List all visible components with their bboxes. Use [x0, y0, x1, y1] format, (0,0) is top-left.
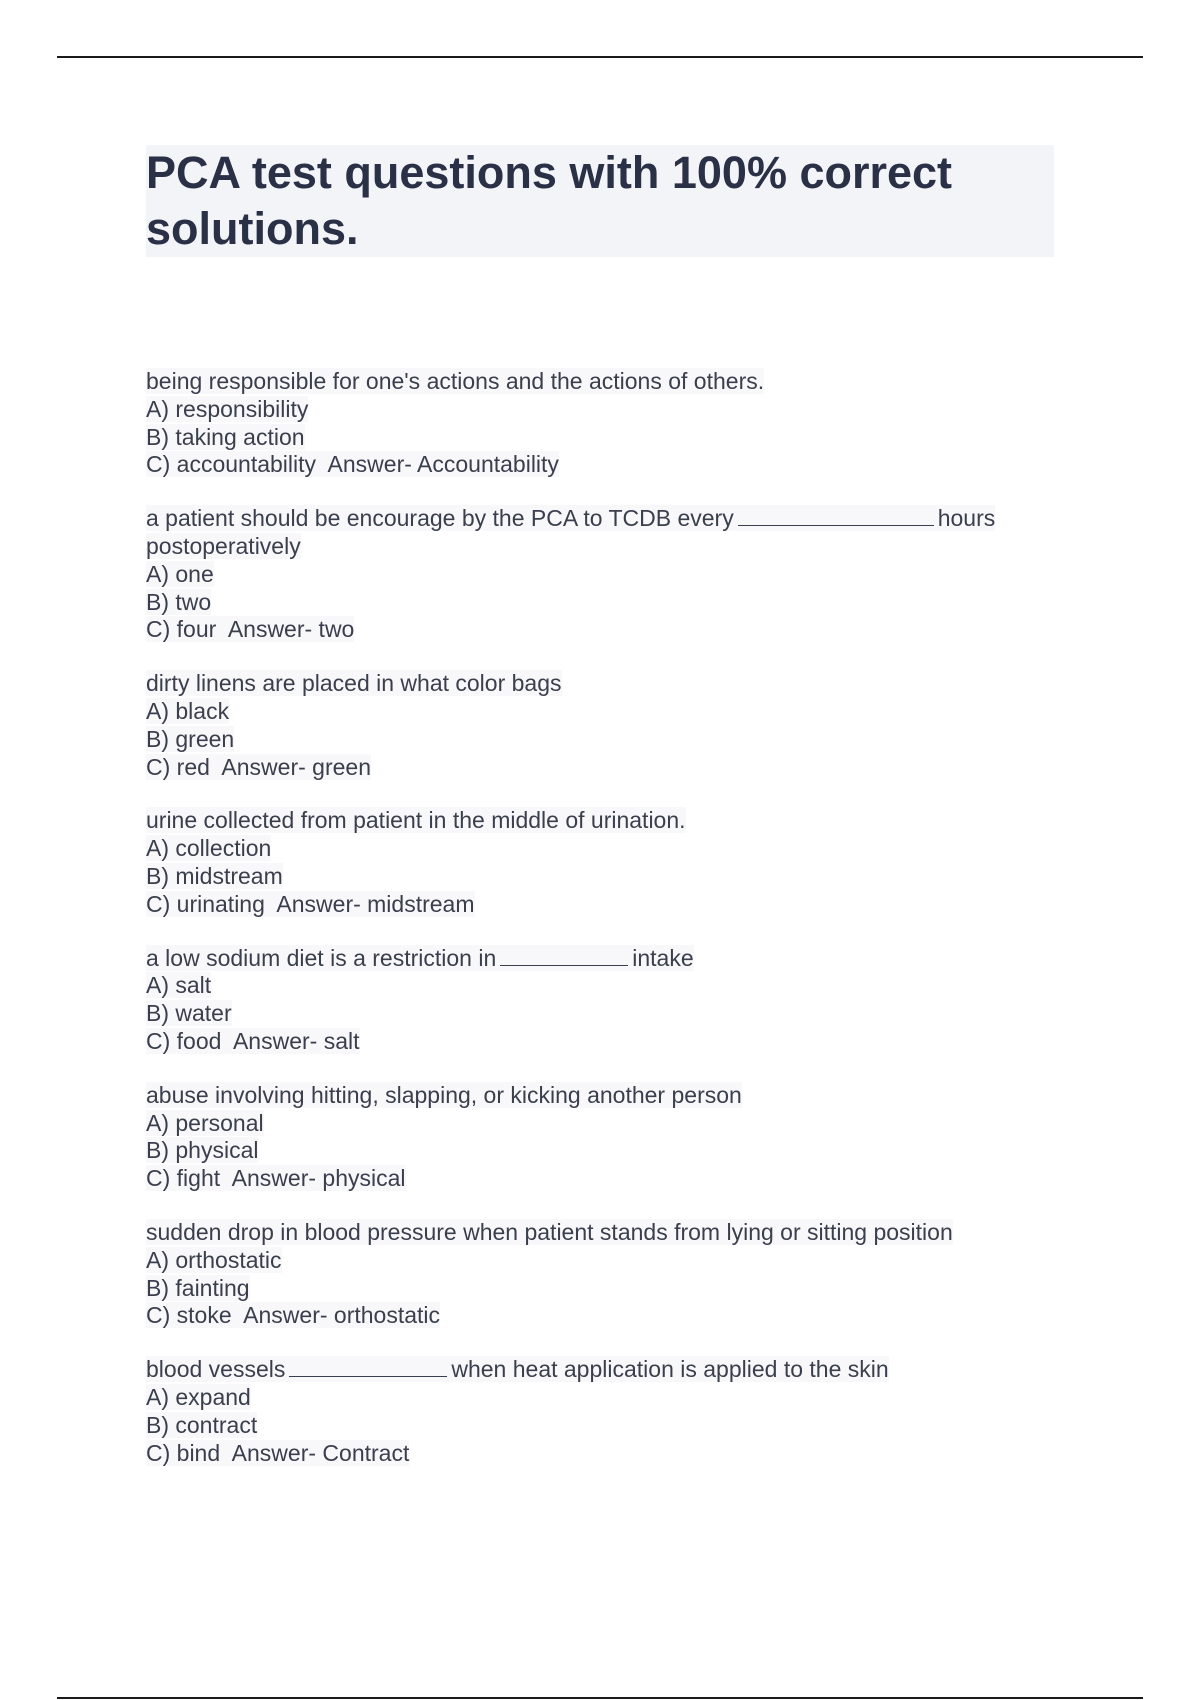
option-c: C) bind [146, 1439, 221, 1466]
question-stem: abuse involving hitting, slapping, or kicking another person [146, 1081, 742, 1108]
question-stem: dirty linens are placed in what color bags [146, 670, 562, 697]
option-c: C) stoke [146, 1302, 232, 1329]
option-a: A) personal [146, 1109, 264, 1136]
question-stem: a patient should be encourage by the PCA to TCDB every [146, 505, 734, 532]
option-b: B) contract [146, 1411, 258, 1438]
option-a: A) orthostatic [146, 1246, 282, 1273]
answer: Answer- salt [232, 1027, 360, 1054]
answer: Answer- physical [231, 1165, 406, 1192]
question-6 [146, 1082, 1046, 1193]
option-c: C) food [146, 1027, 222, 1054]
answer: Answer- midstream [276, 890, 475, 917]
question-3 [146, 670, 1046, 781]
option-c: C) fight [146, 1165, 221, 1192]
option-a: A) responsibility [146, 395, 309, 422]
question-stem-end: when heat application is applied to the skin [451, 1356, 889, 1383]
option-c: C) red [146, 753, 210, 780]
option-c: C) four [146, 616, 217, 643]
question-stem-end: intake [632, 944, 694, 971]
answer-blank [289, 1356, 447, 1377]
option-b: B) two [146, 588, 212, 615]
question-stem: being responsible for one's actions and the actions of others. [146, 368, 765, 394]
question-2 [146, 505, 1046, 644]
question-stem: urine collected from patient in the middle of urination. [146, 807, 686, 834]
question-stem: blood vessels [146, 1356, 286, 1383]
question-stem: a low sodium diet is a restriction in [146, 944, 497, 971]
option-c: C) accountability [146, 451, 317, 478]
page-title: PCA test questions with 100% correct solutions. [146, 147, 953, 254]
answer: Answer- green [221, 753, 371, 780]
answer-blank [500, 945, 628, 966]
answer: Answer- Contract [231, 1439, 410, 1466]
answer-blank [738, 505, 934, 526]
option-b: B) physical [146, 1137, 259, 1164]
question-4 [146, 807, 1046, 918]
option-b: B) green [146, 725, 235, 752]
question-stem-continued: postoperatively [146, 532, 301, 559]
option-a: A) salt [146, 972, 212, 999]
question-7 [146, 1219, 1046, 1330]
answer: Answer- Accountability [327, 451, 559, 478]
question-stem-end: hours [937, 505, 996, 532]
option-b: B) taking action [146, 423, 305, 450]
answer: Answer- orthostatic [243, 1302, 441, 1329]
option-b: B) midstream [146, 862, 283, 889]
bottom-rule [57, 1697, 1143, 1699]
option-a: A) collection [146, 835, 272, 862]
top-rule [57, 56, 1143, 58]
option-b: B) water [146, 1000, 232, 1027]
question-list [146, 368, 1046, 1493]
question-stem: sudden drop in blood pressure when patient stands from lying or sitting position [146, 1218, 953, 1245]
option-b: B) fainting [146, 1274, 250, 1301]
option-a: A) expand [146, 1383, 251, 1410]
answer: Answer- two [227, 616, 355, 643]
option-c: C) urinating [146, 890, 265, 917]
question-5 [146, 945, 1046, 1056]
option-a: A) black [146, 697, 230, 724]
title-block [146, 145, 1054, 257]
question-8 [146, 1356, 1046, 1467]
question-1 [146, 368, 1046, 479]
option-a: A) one [146, 560, 214, 587]
